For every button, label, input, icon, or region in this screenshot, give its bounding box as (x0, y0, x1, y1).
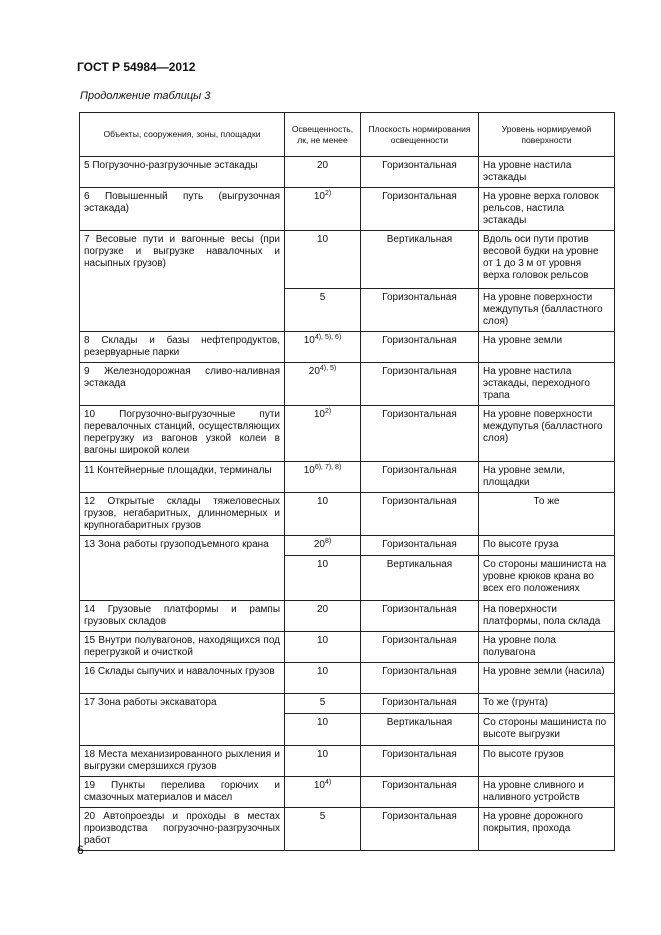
object-cell: 6 Повышенный путь (выгрузочная эстакада) (80, 188, 285, 231)
page-number: 6 (77, 843, 84, 857)
plane-cell: Горизонтальная (361, 632, 479, 663)
table-row (80, 231, 615, 289)
illuminance-value: 20 (316, 604, 329, 615)
illuminance-value: 10 (313, 780, 325, 791)
level-cell: По высоте груза (479, 536, 615, 556)
plane-cell: Горизонтальная (361, 462, 479, 493)
illuminance-cell (285, 777, 361, 808)
illuminance-cell (285, 363, 361, 406)
plane-cell: Горизонтальная (361, 746, 479, 777)
footnote-ref: 2) (324, 408, 332, 415)
plane-cell: Горизонтальная (361, 289, 479, 332)
plane-cell: Горизонтальная (361, 694, 479, 714)
plane-cell: Горизонтальная (361, 808, 479, 851)
level-cell: На уровне земли, площадки (479, 462, 615, 493)
footnote-ref: 6), 7), 8) (314, 464, 342, 471)
illuminance-value: 10 (303, 465, 315, 476)
plane-cell: Горизонтальная (361, 601, 479, 632)
illuminance-value: 10 (316, 635, 329, 646)
illuminance-cell (285, 556, 361, 601)
level-cell: По высоте грузов (479, 746, 615, 777)
level-cell: Со стороны машиниста по высоте выгрузки (479, 714, 615, 746)
illuminance-cell (285, 746, 361, 777)
table-row (80, 493, 615, 536)
level-cell: То же (479, 493, 615, 536)
level-cell: На уровне сливного и наливного устройств (479, 777, 615, 808)
illuminance-cell (285, 714, 361, 746)
footnote-ref: 4), 5), 6) (314, 334, 342, 341)
illuminance-cell (285, 536, 361, 556)
illuminance-cell (285, 157, 361, 188)
table-row (80, 746, 615, 777)
illumination-table (79, 112, 615, 851)
table-row (80, 601, 615, 632)
object-cell: 17 Зона работы экскаватора (80, 694, 285, 746)
object-cell: 20 Автопроезды и проходы в местах производства погрузочно-разгрузочных работ (80, 808, 285, 851)
plane-cell: Горизонтальная (361, 363, 479, 406)
illuminance-cell (285, 231, 361, 289)
plane-cell: Горизонтальная (361, 406, 479, 462)
illuminance-cell (285, 188, 361, 231)
table-row (80, 462, 615, 493)
column-header-surface-level: Уровень нормируемой поверхности (479, 113, 615, 157)
column-header-plane: Плоскость нормирования освещенности (361, 113, 479, 157)
document-code: ГОСТ Р 54984—2012 (77, 60, 196, 74)
illuminance-cell (285, 332, 361, 363)
level-cell: На уровне земли (479, 332, 615, 363)
table-row (80, 536, 615, 556)
illuminance-value: 20 (313, 539, 325, 550)
object-cell: 18 Места механизированного рыхления и выгрузки смерзшихся грузов (80, 746, 285, 777)
plane-cell: Горизонтальная (361, 188, 479, 231)
illuminance-value: 10 (316, 749, 329, 760)
plane-cell: Горизонтальная (361, 536, 479, 556)
table-row (80, 808, 615, 851)
table-row (80, 406, 615, 462)
object-cell: 13 Зона работы грузоподъемного крана (80, 536, 285, 601)
illuminance-value: 10 (316, 717, 329, 728)
object-cell: 12 Открытые склады тяжеловесных грузов, негабаритных, длинномерных и крупногабаритных грузов (80, 493, 285, 536)
illuminance-cell (285, 493, 361, 536)
object-cell: 8 Склады и базы нефтепродуктов, резервуарные парки (80, 332, 285, 363)
table-row (80, 694, 615, 714)
column-header-illuminance: Освещенность, лк, не менее (285, 113, 361, 157)
table-row (80, 632, 615, 663)
level-cell: На уровне пола полувагона (479, 632, 615, 663)
object-cell: 5 Погрузочно-разгрузочные эстакады (80, 157, 285, 188)
table-header-row (80, 113, 615, 157)
illuminance-value: 10 (316, 496, 329, 507)
level-cell: На уровне поверхности междупутья (балластного слоя) (479, 406, 615, 462)
level-cell: Со стороны машиниста на уровне крюков крана во всех его положениях (479, 556, 615, 601)
table-row (80, 332, 615, 363)
illuminance-cell (285, 694, 361, 714)
object-cell: 15 Внутри полувагонов, находящихся под перегрузкой и очисткой (80, 632, 285, 663)
illuminance-value: 10 (313, 191, 325, 202)
illuminance-value: 20 (308, 366, 320, 377)
table-row (80, 363, 615, 406)
illuminance-cell (285, 663, 361, 694)
table-caption: Продолжение таблицы 3 (80, 90, 211, 102)
level-cell: На уровне поверхности междупутья (балластного слоя) (479, 289, 615, 332)
object-cell: 7 Весовые пути и вагонные весы (при погрузке и выгрузке навалочных и насыпных грузов) (80, 231, 285, 332)
footnote-ref: 4) (324, 779, 332, 786)
object-cell: 10 Погрузочно-выгрузочные пути перевалочных станций, осуществляющих перегрузку из вагонов узкой колеи в вагоны широкой колеи (80, 406, 285, 462)
level-cell: То же (грунта) (479, 694, 615, 714)
illuminance-cell (285, 406, 361, 462)
table-row (80, 157, 615, 188)
level-cell: На поверхности платформы, пола склада (479, 601, 615, 632)
illuminance-value: 10 (316, 559, 329, 570)
object-cell: 14 Грузовые платформы и рампы грузовых складов (80, 601, 285, 632)
plane-cell: Вертикальная (361, 231, 479, 289)
illuminance-cell (285, 462, 361, 493)
plane-cell: Вертикальная (361, 556, 479, 601)
plane-cell: Горизонтальная (361, 157, 479, 188)
illuminance-value: 5 (319, 292, 326, 303)
level-cell: На уровне верха головок рельсов, настила эстакады (479, 188, 615, 231)
object-cell: 19 Пункты перелива горючих и смазочных материалов и масел (80, 777, 285, 808)
plane-cell: Горизонтальная (361, 777, 479, 808)
level-cell: Вдоль оси пути против весовой будки на уровне от 1 до 3 м от уровня верха головок рельсов (479, 231, 615, 289)
plane-cell: Горизонтальная (361, 493, 479, 536)
level-cell: На уровне земли (насила) (479, 663, 615, 694)
illuminance-value: 5 (319, 697, 326, 708)
illuminance-value: 10 (316, 666, 329, 677)
plane-cell: Вертикальная (361, 714, 479, 746)
illuminance-value: 5 (319, 811, 326, 822)
plane-cell: Горизонтальная (361, 663, 479, 694)
level-cell: На уровне настила эстакады (479, 157, 615, 188)
table-row (80, 777, 615, 808)
level-cell: На уровне настила эстакады, переходного трапа (479, 363, 615, 406)
table-row (80, 663, 615, 694)
footnote-ref: 8) (324, 538, 332, 545)
table-row (80, 188, 615, 231)
illuminance-cell (285, 601, 361, 632)
level-cell: На уровне дорожного покрытия, прохода (479, 808, 615, 851)
illuminance-cell (285, 632, 361, 663)
footnote-ref: 4), 5) (319, 365, 337, 372)
plane-cell: Горизонтальная (361, 332, 479, 363)
object-cell: 16 Склады сыпучих и навалочных грузов (80, 663, 285, 694)
column-header-objects: Объекты, сооружения, зоны, площадки (80, 113, 285, 157)
object-cell: 11 Контейнерные площадки, терминалы (80, 462, 285, 493)
object-cell: 9 Железнодорожная сливо-наливная эстакада (80, 363, 285, 406)
illuminance-value: 10 (303, 335, 315, 346)
illuminance-value: 10 (313, 409, 325, 420)
illuminance-value: 20 (316, 160, 329, 171)
illuminance-value: 10 (316, 234, 329, 245)
illuminance-cell (285, 289, 361, 332)
illuminance-cell (285, 808, 361, 851)
footnote-ref: 2) (324, 190, 332, 197)
